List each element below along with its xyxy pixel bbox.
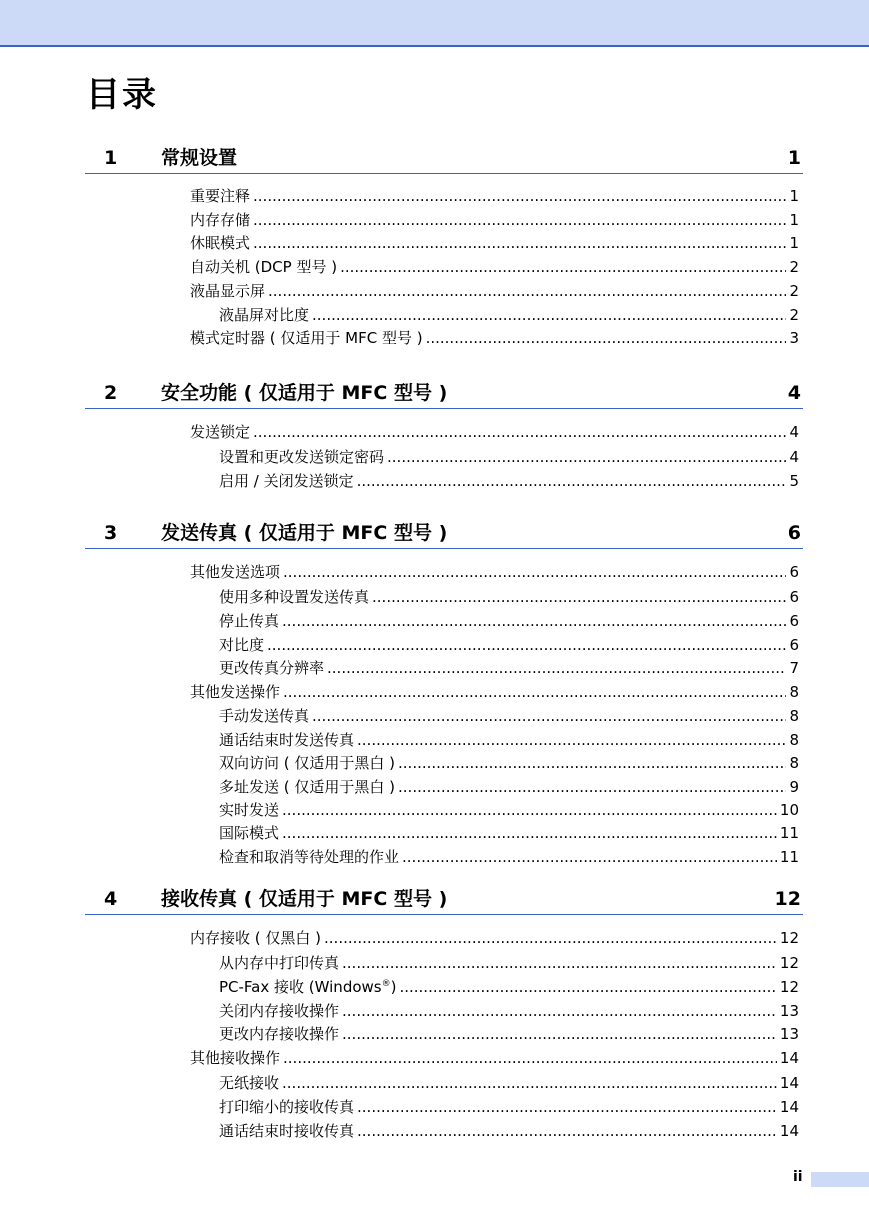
toc-entry[interactable] [190, 927, 799, 949]
toc-entry-title: 液晶显示屏 [190, 282, 266, 300]
toc-entry[interactable] [190, 209, 799, 231]
toc-subentry[interactable] [219, 657, 799, 679]
chapter-title: 发送传真 ( 仅适用于 MFC 型号 ) [161, 522, 448, 544]
toc-subentry[interactable] [219, 776, 799, 798]
dot-leader [342, 952, 777, 974]
toc-entry-title: 使用多种设置发送传真 [219, 588, 370, 606]
toc-entry-page: 14 [779, 1049, 799, 1067]
dot-leader [312, 705, 786, 727]
dot-leader [282, 1072, 777, 1094]
toc-entry[interactable] [190, 1047, 799, 1069]
chapter-page: 1 [787, 147, 801, 169]
dot-leader [398, 752, 786, 774]
toc-entry-page: 14 [779, 1098, 799, 1116]
toc-entry-title: 液晶屏对比度 [219, 306, 310, 324]
toc-entry[interactable] [190, 327, 799, 349]
chapter-number: 2 [104, 382, 118, 404]
toc-entry-title: 设置和更改发送锁定密码 [219, 448, 385, 466]
dot-leader [267, 634, 786, 656]
chapter-heading[interactable] [85, 143, 803, 174]
registered-mark: ® [381, 979, 391, 989]
toc-entry-page: 12 [779, 929, 799, 947]
dot-leader [399, 976, 776, 998]
toc-subentry[interactable] [219, 705, 799, 727]
toc-entry-page: 6 [789, 612, 799, 630]
toc-entry[interactable] [190, 681, 799, 703]
chapter-title: 安全功能 ( 仅适用于 MFC 型号 ) [161, 382, 448, 404]
toc-entry[interactable] [190, 185, 799, 207]
dot-leader [312, 304, 786, 326]
toc-entry-page: 14 [779, 1122, 799, 1140]
toc-entry-page: 13 [779, 1025, 799, 1043]
dot-leader [253, 232, 786, 254]
dot-leader [282, 610, 786, 632]
toc-entry-page: 14 [779, 1074, 799, 1092]
toc-subentry[interactable] [219, 634, 799, 656]
toc-entry-title: 无纸接收 [219, 1074, 280, 1092]
toc-entry-title: 手动发送传真 [219, 707, 310, 725]
toc-subentry[interactable] [219, 446, 799, 468]
toc-entry-title: 更改传真分辨率 [219, 659, 325, 677]
toc-entry-title: 从内存中打印传真 [219, 954, 340, 972]
dot-leader [342, 1023, 777, 1045]
toc-entry-title: 关闭内存接收操作 [219, 1002, 340, 1020]
toc-entry-page: 4 [789, 448, 799, 466]
dot-leader [398, 776, 786, 798]
toc-subentry[interactable] [219, 1023, 799, 1045]
dot-leader [340, 256, 786, 278]
page-title: 目录 [86, 75, 158, 115]
toc-entry-title: 实时发送 [219, 801, 280, 819]
toc-entry-title: 通话结束时接收传真 [219, 1122, 355, 1140]
toc-entry-title: 模式定时器 ( 仅适用于 MFC 型号 ) [190, 329, 423, 347]
toc-entry-title: 检查和取消等待处理的作业 [219, 848, 400, 866]
dot-leader [253, 209, 786, 231]
toc-entry-page: 1 [789, 234, 799, 252]
toc-entry-page: 8 [789, 754, 799, 772]
toc-subentry[interactable] [219, 799, 799, 821]
toc-subentry[interactable] [219, 470, 799, 492]
toc-entry-title: 启用 / 关闭发送锁定 [219, 472, 354, 490]
dot-leader [426, 327, 787, 349]
dot-leader [357, 1096, 777, 1118]
toc-subentry[interactable] [219, 304, 799, 326]
toc-entry-page: 2 [789, 306, 799, 324]
dot-leader [282, 822, 777, 844]
toc-entry-title: 发送锁定 [190, 423, 251, 441]
chapter-page: 4 [787, 382, 801, 404]
toc-entry[interactable] [190, 232, 799, 254]
dot-leader [402, 846, 777, 868]
toc-entry[interactable] [190, 561, 799, 583]
chapter-heading[interactable] [85, 378, 803, 409]
toc-entry-title: 通话结束时发送传真 [219, 731, 355, 749]
toc-entry-title: 其他发送操作 [190, 683, 281, 701]
chapter-number: 4 [104, 888, 118, 910]
toc-entry-page: 3 [789, 329, 799, 347]
toc-entry-page: 12 [779, 954, 799, 972]
toc-entry[interactable] [190, 256, 799, 278]
toc-entry-page: 12 [779, 978, 799, 996]
toc-entry-page: 1 [789, 187, 799, 205]
toc-subentry[interactable] [219, 586, 799, 608]
toc-entry-title: 对比度 [219, 636, 265, 654]
toc-entry-page: 8 [789, 707, 799, 725]
toc-entry-title: 其他接收操作 [190, 1049, 281, 1067]
dot-leader [372, 586, 786, 608]
toc-entry-page: 6 [789, 636, 799, 654]
toc-entry-page: 11 [779, 848, 799, 866]
toc-entry-page: 4 [789, 423, 799, 441]
toc-entry-title: 多址发送 ( 仅适用于黑白 ) [219, 778, 396, 796]
dot-leader [283, 561, 786, 583]
chapter-page: 12 [774, 888, 801, 910]
toc-entry-page: 10 [779, 801, 799, 819]
toc-entry-title: 停止传真 [219, 612, 280, 630]
toc-subentry[interactable] [219, 976, 799, 998]
chapter-heading[interactable] [85, 884, 803, 915]
toc-entry-title: 内存接收 ( 仅黑白 ) [190, 929, 322, 947]
dot-leader [357, 470, 787, 492]
toc-entry-title: 更改内存接收操作 [219, 1025, 340, 1043]
footer-page-number: ii [793, 1169, 803, 1185]
toc-entry-page: 6 [789, 563, 799, 581]
toc-entry-title: 重要注释 [190, 187, 251, 205]
toc-entry-page: 1 [789, 211, 799, 229]
dot-leader [327, 657, 786, 679]
toc-entry-page: 9 [789, 778, 799, 796]
chapter-heading[interactable] [85, 518, 803, 549]
chapter-title: 接收传真 ( 仅适用于 MFC 型号 ) [161, 888, 448, 910]
toc-subentry[interactable] [219, 1000, 799, 1022]
toc-subentry[interactable] [219, 1120, 799, 1142]
toc-subentry[interactable] [219, 752, 799, 774]
dot-leader [324, 927, 777, 949]
dot-leader [283, 681, 786, 703]
toc-entry-title: 打印缩小的接收传真 [219, 1098, 355, 1116]
toc-entry[interactable] [190, 280, 799, 302]
dot-leader [268, 280, 786, 302]
toc-entry-page: 6 [789, 588, 799, 606]
toc-entry-page: 2 [789, 282, 799, 300]
toc-entry-page: 7 [789, 659, 799, 677]
dot-leader [282, 799, 777, 821]
toc-entry-title: 双向访问 ( 仅适用于黑白 ) [219, 754, 396, 772]
dot-leader [357, 1120, 777, 1142]
toc-entry-page: 11 [779, 824, 799, 842]
dot-leader [283, 1047, 777, 1069]
pcfax-text: PC-Fax 接收 (Windows [219, 978, 382, 996]
toc-subentry[interactable] [219, 1096, 799, 1118]
dot-leader [253, 421, 786, 443]
toc-entry-title [219, 976, 396, 998]
toc-entry-page: 5 [789, 472, 799, 490]
header-band [0, 0, 869, 47]
footer-tab [811, 1172, 869, 1187]
toc-entry[interactable] [190, 421, 799, 443]
chapter-number: 1 [104, 147, 118, 169]
toc-entry-page: 2 [789, 258, 799, 276]
toc-entry-title: 国际模式 [219, 824, 280, 842]
toc-subentry[interactable] [219, 846, 799, 868]
toc-entry-title: 内存存储 [190, 211, 251, 229]
toc-entry-title: 其他发送选项 [190, 563, 281, 581]
dot-leader [253, 185, 786, 207]
toc-entry-title: 自动关机 (DCP 型号 ) [190, 258, 338, 276]
toc-subentry[interactable] [219, 952, 799, 974]
dot-leader [387, 446, 786, 468]
toc-subentry[interactable] [219, 822, 799, 844]
toc-entry-page: 8 [789, 683, 799, 701]
chapter-title: 常规设置 [161, 147, 238, 169]
dot-leader [342, 1000, 777, 1022]
pcfax-suffix: ) [390, 978, 397, 996]
dot-leader [357, 729, 786, 751]
chapter-page: 6 [787, 522, 801, 544]
toc-entry-page: 8 [789, 731, 799, 749]
chapter-number: 3 [104, 522, 118, 544]
toc-entry-page: 13 [779, 1002, 799, 1020]
toc-entry-title: 休眠模式 [190, 234, 251, 252]
toc-subentry[interactable] [219, 729, 799, 751]
toc-subentry[interactable] [219, 1072, 799, 1094]
toc-subentry[interactable] [219, 610, 799, 632]
